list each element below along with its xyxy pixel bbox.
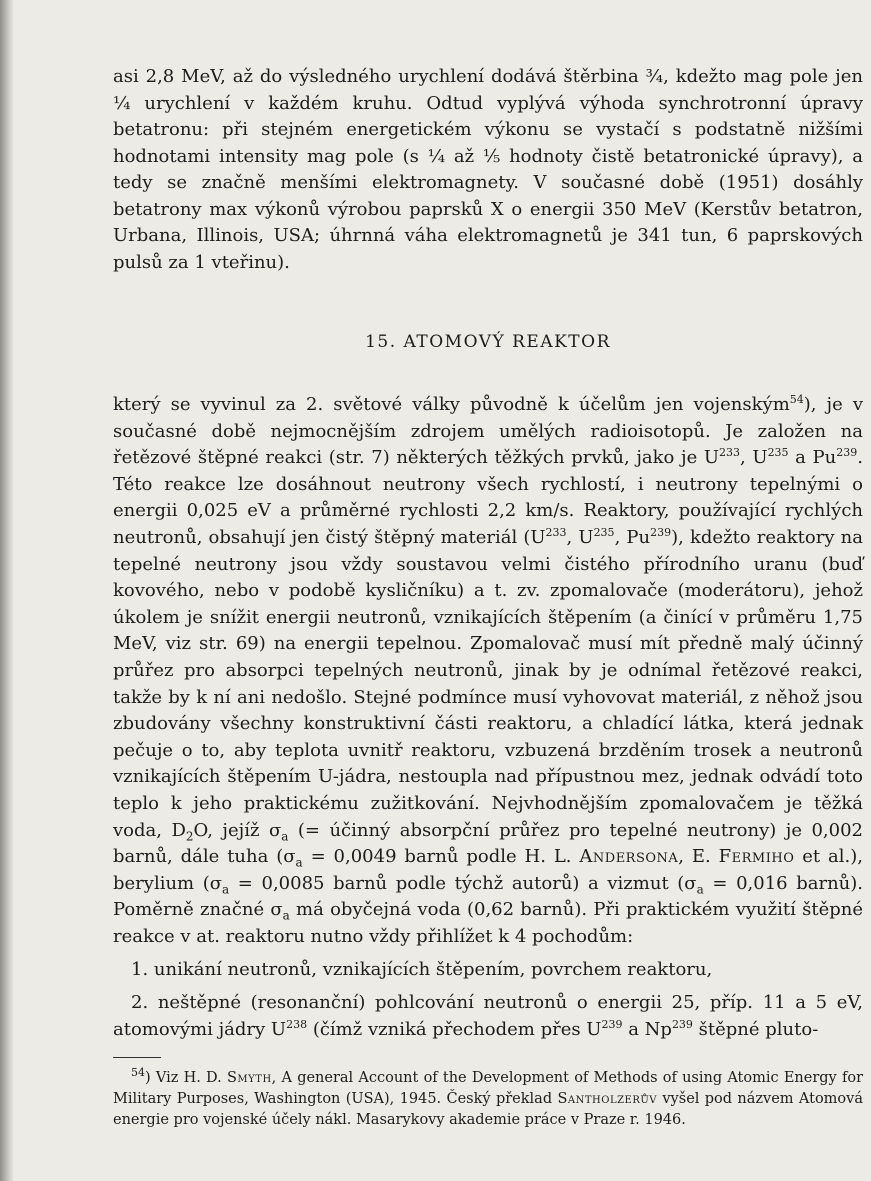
main-paragraph: který se vyvinul za 2. světové války původně k účelům jen vojenským$^{54}$), je v současné době nejmocnějším zdrojem umělých radioisotopů. Je založen na řetězové štěpné reakci (str. 7) některých těžkých prvků, jako je $U^{233}$, $U^{235}$ a Pu$^{239}$. Této reakce lze dosáhnout neutrony všech rychlostí, i neutrony tepelnými o energii 0,025 eV a průměrné rychlosti 2,2 km/s. Reaktory, používající rychlých neutronů, obsahují jen čistý štěpný materiál ($U^{233}$, $U^{235}$, Pu$^{239}$), kdežto reaktory na tepelné neutrony jsou vždy soustavou velmi čistého přírodního uranu (buď kovového, nebo v podobě kysličníku) a t. zv. zpomalovače (moderátoru), jehož úkolem je snížit energii neutronů, vznikajících štěpením (a činící v průměru 1,75 MeV, viz str. 69) na energii tepelnou. Zpomalovač musí mít předně malý účinný průřez pro absorpci tepelných neutronů, jinak by je odnímal řetězové reakci, takže by k ní ani nedošlo. Stejné podmínce musí vyhovovat materiál, z něhož jsou zbudovány všechny konstruktivní části reaktoru, a chladící látka, která jednak pečuje o to, aby teplota uvnitř reaktoru, vzbuzená brzděním trosek a neutronů vznikajících štěpením U-jádra, nestoupla nad přípustnou mez, jednak odvádí toto teplo k jeho praktickému zužitkování. Nejvhodnějším zpomalovačem je těžká voda, $D_2O$, jejíž $\sigma_a$ (= účinný absorpční průřez pro tepelné neutrony) je 0,002 barnů, dále tuha ($\sigma_a = 0,0049$ barnů podle H. L. Andersona, E. Fermiho et al.), berylium ($\sigma_a = 0,0085$ barnů podle týchž autorů) a vizmut ($\sigma_a = 0,016$ barnů). Poměrně značné $\sigma_a$ má obyčejná voda (0,62 barnů). Při praktickém využití štěpné reakce v at. reaktoru nutno vždy přihlížet k 4 pochodům: (113, 393, 863, 947)
intro-text: asi 2,8 MeV, až do výsledného urychlení dodává štěrbina ¾, kdežto mag pole jen ¼ urychlení v každém kruhu. Odtud vyplývá výhoda synchrotronní úpravy betatronu: při stejném energetickém výkonu se vystačí s podstatně nižšími hodnotami intensity mag pole (s ¼ až ⅕ hodnoty čistě betatronické úpravy), a tedy se značně menšími elektromagnety. V současné době (1951) dosáhly betatrony max výkonů výrobou paprsků X o energii 350 MeV (Kerstův betatron, Urbana, Illinois, USA; úhrnná váha elektromagnetů je 341 tun, 6 paprskových pulsů za 1 vteřinu). (113, 66, 863, 273)
footnote-ref: 54 (789, 393, 804, 406)
footnote: $^{54}$) Viz H. D. Smyth, A general Account of the Development of Methods of using Atomic Energy for Military Purposes, Washington (USA), 1945. Český překlad Santholzerův vyšel pod názvem Atomová energie pro vojenské účely nákl. Masarykovy akademie práce v Praze r. 1946. (113, 1066, 863, 1129)
page-edge-shadow (0, 0, 14, 1181)
list-item-2: 2. neštěpné (resonanční) pohlcování neutronů o energii 25, příp. 11 a 5 eV, atomovými jádry $U^{238}$ (čímž vzniká přechodem přes $U^{239}$ a Np$^{239}$ štěpné pluto- (113, 992, 863, 1041)
author-anderson: Andersona (579, 846, 679, 868)
section-heading: 15. ATOMOVÝ REAKTOR (365, 332, 611, 352)
author-smyth: Smyth (227, 1070, 272, 1087)
intro-paragraph (113, 64, 863, 276)
book-page (113, 64, 863, 1131)
list-item-1: 1. unikání neutronů, vznikajících štěpením, povrchem reaktoru, (131, 959, 713, 981)
author-fermi: Fermiho (718, 846, 795, 868)
footnote-divider (113, 1057, 161, 1058)
translator-santholzer: Santholzerův (557, 1091, 658, 1108)
